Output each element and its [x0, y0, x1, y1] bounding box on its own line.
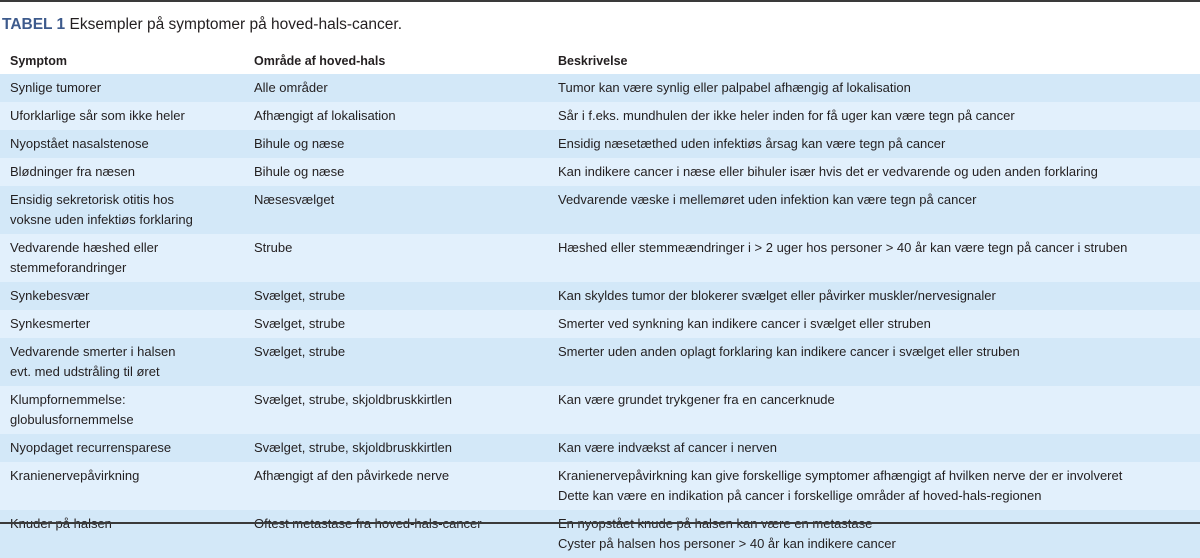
description-cell — [538, 434, 1200, 462]
caption-label: TABEL 1 — [2, 16, 66, 33]
symptom-cell-line: Nyopdaget recurrensparese — [10, 440, 172, 455]
column-header-area: Område af hoved-hals — [254, 53, 386, 68]
symptom-cell-line: Nyopstået nasalstenose — [10, 136, 149, 151]
table-row — [0, 186, 1200, 234]
symptom-cell — [0, 74, 244, 102]
symptom-cell-line: Blødninger fra næsen — [10, 164, 136, 179]
area-cell: Afhængigt af den påvirkede nerve — [244, 462, 538, 510]
table-row — [0, 102, 1200, 130]
bottom-rule — [0, 522, 1200, 524]
symptom-table — [0, 47, 1200, 558]
description-cell-line: Cyster på halsen hos personer > 40 år kan indikere cancer — [558, 536, 896, 551]
area-cell — [244, 510, 538, 558]
symptom-cell — [0, 510, 244, 558]
description-cell-line: Kan være grundet trykgener fra en cancerknude — [558, 392, 835, 407]
symptom-cell — [0, 386, 244, 434]
symptom-cell-line: Synkesmerter — [10, 316, 91, 331]
symptom-cell-line: Ensidig sekretorisk otitis hos — [10, 192, 175, 207]
symptom-cell-line — [10, 514, 244, 534]
description-cell-line: Kan skyldes tumor der blokerer svælget eller påvirker muskler/nervesignaler — [558, 288, 996, 303]
symptom-cell — [0, 158, 244, 186]
area-cell: Næsesvælget — [244, 186, 538, 234]
description-cell — [538, 462, 1200, 510]
table-row — [0, 158, 1200, 186]
area-cell: Svælget, strube — [244, 282, 538, 310]
symptom-cell-line: Vedvarende hæshed eller — [10, 240, 159, 255]
symptom-cell-line: Vedvarende smerter i halsen — [10, 344, 176, 359]
table-body — [0, 74, 1200, 558]
area-cell: Svælget, strube, skjoldbruskkirtlen — [244, 386, 538, 434]
description-cell-line: Kan indikere cancer i næse eller bihuler især hvis det er vedvarende og uden anden forklaring — [558, 164, 1098, 179]
table-row — [0, 310, 1200, 338]
area-cell: Bihule og næse — [244, 158, 538, 186]
symptom-cell-line: Kranienervepåvirkning — [10, 468, 140, 483]
symptom-cell — [0, 310, 244, 338]
area-cell: Afhængigt af lokalisation — [244, 102, 538, 130]
table-caption — [2, 15, 402, 35]
description-cell — [538, 74, 1200, 102]
symptom-cell — [0, 186, 244, 234]
symptom-cell — [0, 434, 244, 462]
description-cell — [538, 158, 1200, 186]
description-cell-line: Kranienervepåvirkning kan give forskellige symptomer afhængigt af hvilken nerve der er involveret — [558, 468, 1123, 483]
description-cell — [538, 338, 1200, 386]
description-cell — [538, 102, 1200, 130]
caption-text: Eksempler på symptomer på hoved-hals-cancer. — [65, 16, 403, 33]
description-cell — [538, 130, 1200, 158]
symptom-cell-line: evt. med udstråling til øret — [10, 364, 160, 379]
symptom-cell-line: globulusfornemmelse — [10, 412, 134, 427]
table-row — [0, 510, 1200, 558]
area-cell: Bihule og næse — [244, 130, 538, 158]
description-cell-line — [558, 514, 1200, 534]
area-cell: Svælget, strube — [244, 310, 538, 338]
area-cell: Strube — [244, 234, 538, 282]
description-cell — [538, 282, 1200, 310]
symptom-cell — [0, 282, 244, 310]
symptom-cell — [0, 462, 244, 510]
table-row — [0, 386, 1200, 434]
description-cell — [538, 510, 1200, 558]
table-row — [0, 282, 1200, 310]
description-cell-line: Vedvarende væske i mellemøret uden infektion kan være tegn på cancer — [558, 192, 977, 207]
table-row — [0, 130, 1200, 158]
description-cell — [538, 310, 1200, 338]
table-row — [0, 462, 1200, 510]
description-cell — [538, 386, 1200, 434]
area-cell: Alle områder — [244, 74, 538, 102]
description-cell-line: Tumor kan være synlig eller palpabel afhængig af lokalisation — [558, 80, 911, 95]
symptom-cell — [0, 338, 244, 386]
description-cell-line: Dette kan være en indikation på cancer i forskellige områder af hoved-hals-regionen — [558, 488, 1042, 503]
symptom-cell — [0, 102, 244, 130]
area-cell: Svælget, strube — [244, 338, 538, 386]
table-row — [0, 234, 1200, 282]
description-cell-line: Smerter uden anden oplagt forklaring kan indikere cancer i svælget eller struben — [558, 344, 1020, 359]
table-header-row — [0, 47, 1200, 74]
table-row — [0, 74, 1200, 102]
symptom-cell-line: Uforklarlige sår som ikke heler — [10, 108, 185, 123]
description-cell-line: Ensidig næsetæthed uden infektiøs årsag kan være tegn på cancer — [558, 136, 946, 151]
description-cell-line: Kan være indvækst af cancer i nerven — [558, 440, 777, 455]
description-cell-line: Sår i f.eks. mundhulen der ikke heler inden for få uger kan være tegn på cancer — [558, 108, 1015, 123]
symptom-cell-line: voksne uden infektiøs forklaring — [10, 212, 193, 227]
description-cell-line: Smerter ved synkning kan indikere cancer i svælget eller struben — [558, 316, 931, 331]
symptom-cell-line: stemmeforandringer — [10, 260, 127, 275]
symptom-cell — [0, 234, 244, 282]
description-cell-line: Hæshed eller stemmeændringer i > 2 uger hos personer > 40 år kan være tegn på cancer i struben — [558, 240, 1128, 255]
symptom-cell-line: Synlige tumorer — [10, 80, 102, 95]
top-rule — [0, 0, 1200, 2]
area-cell: Svælget, strube, skjoldbruskkirtlen — [244, 434, 538, 462]
description-cell — [538, 234, 1200, 282]
column-header-description: Beskrivelse — [558, 53, 628, 68]
symptom-cell-line: Synkebesvær — [10, 288, 90, 303]
symptom-cell — [0, 130, 244, 158]
table-row — [0, 338, 1200, 386]
symptom-cell-line: Klumpfornemmelse: — [10, 392, 126, 407]
description-cell — [538, 186, 1200, 234]
column-header-symptom: Symptom — [10, 53, 67, 68]
table-row — [0, 434, 1200, 462]
